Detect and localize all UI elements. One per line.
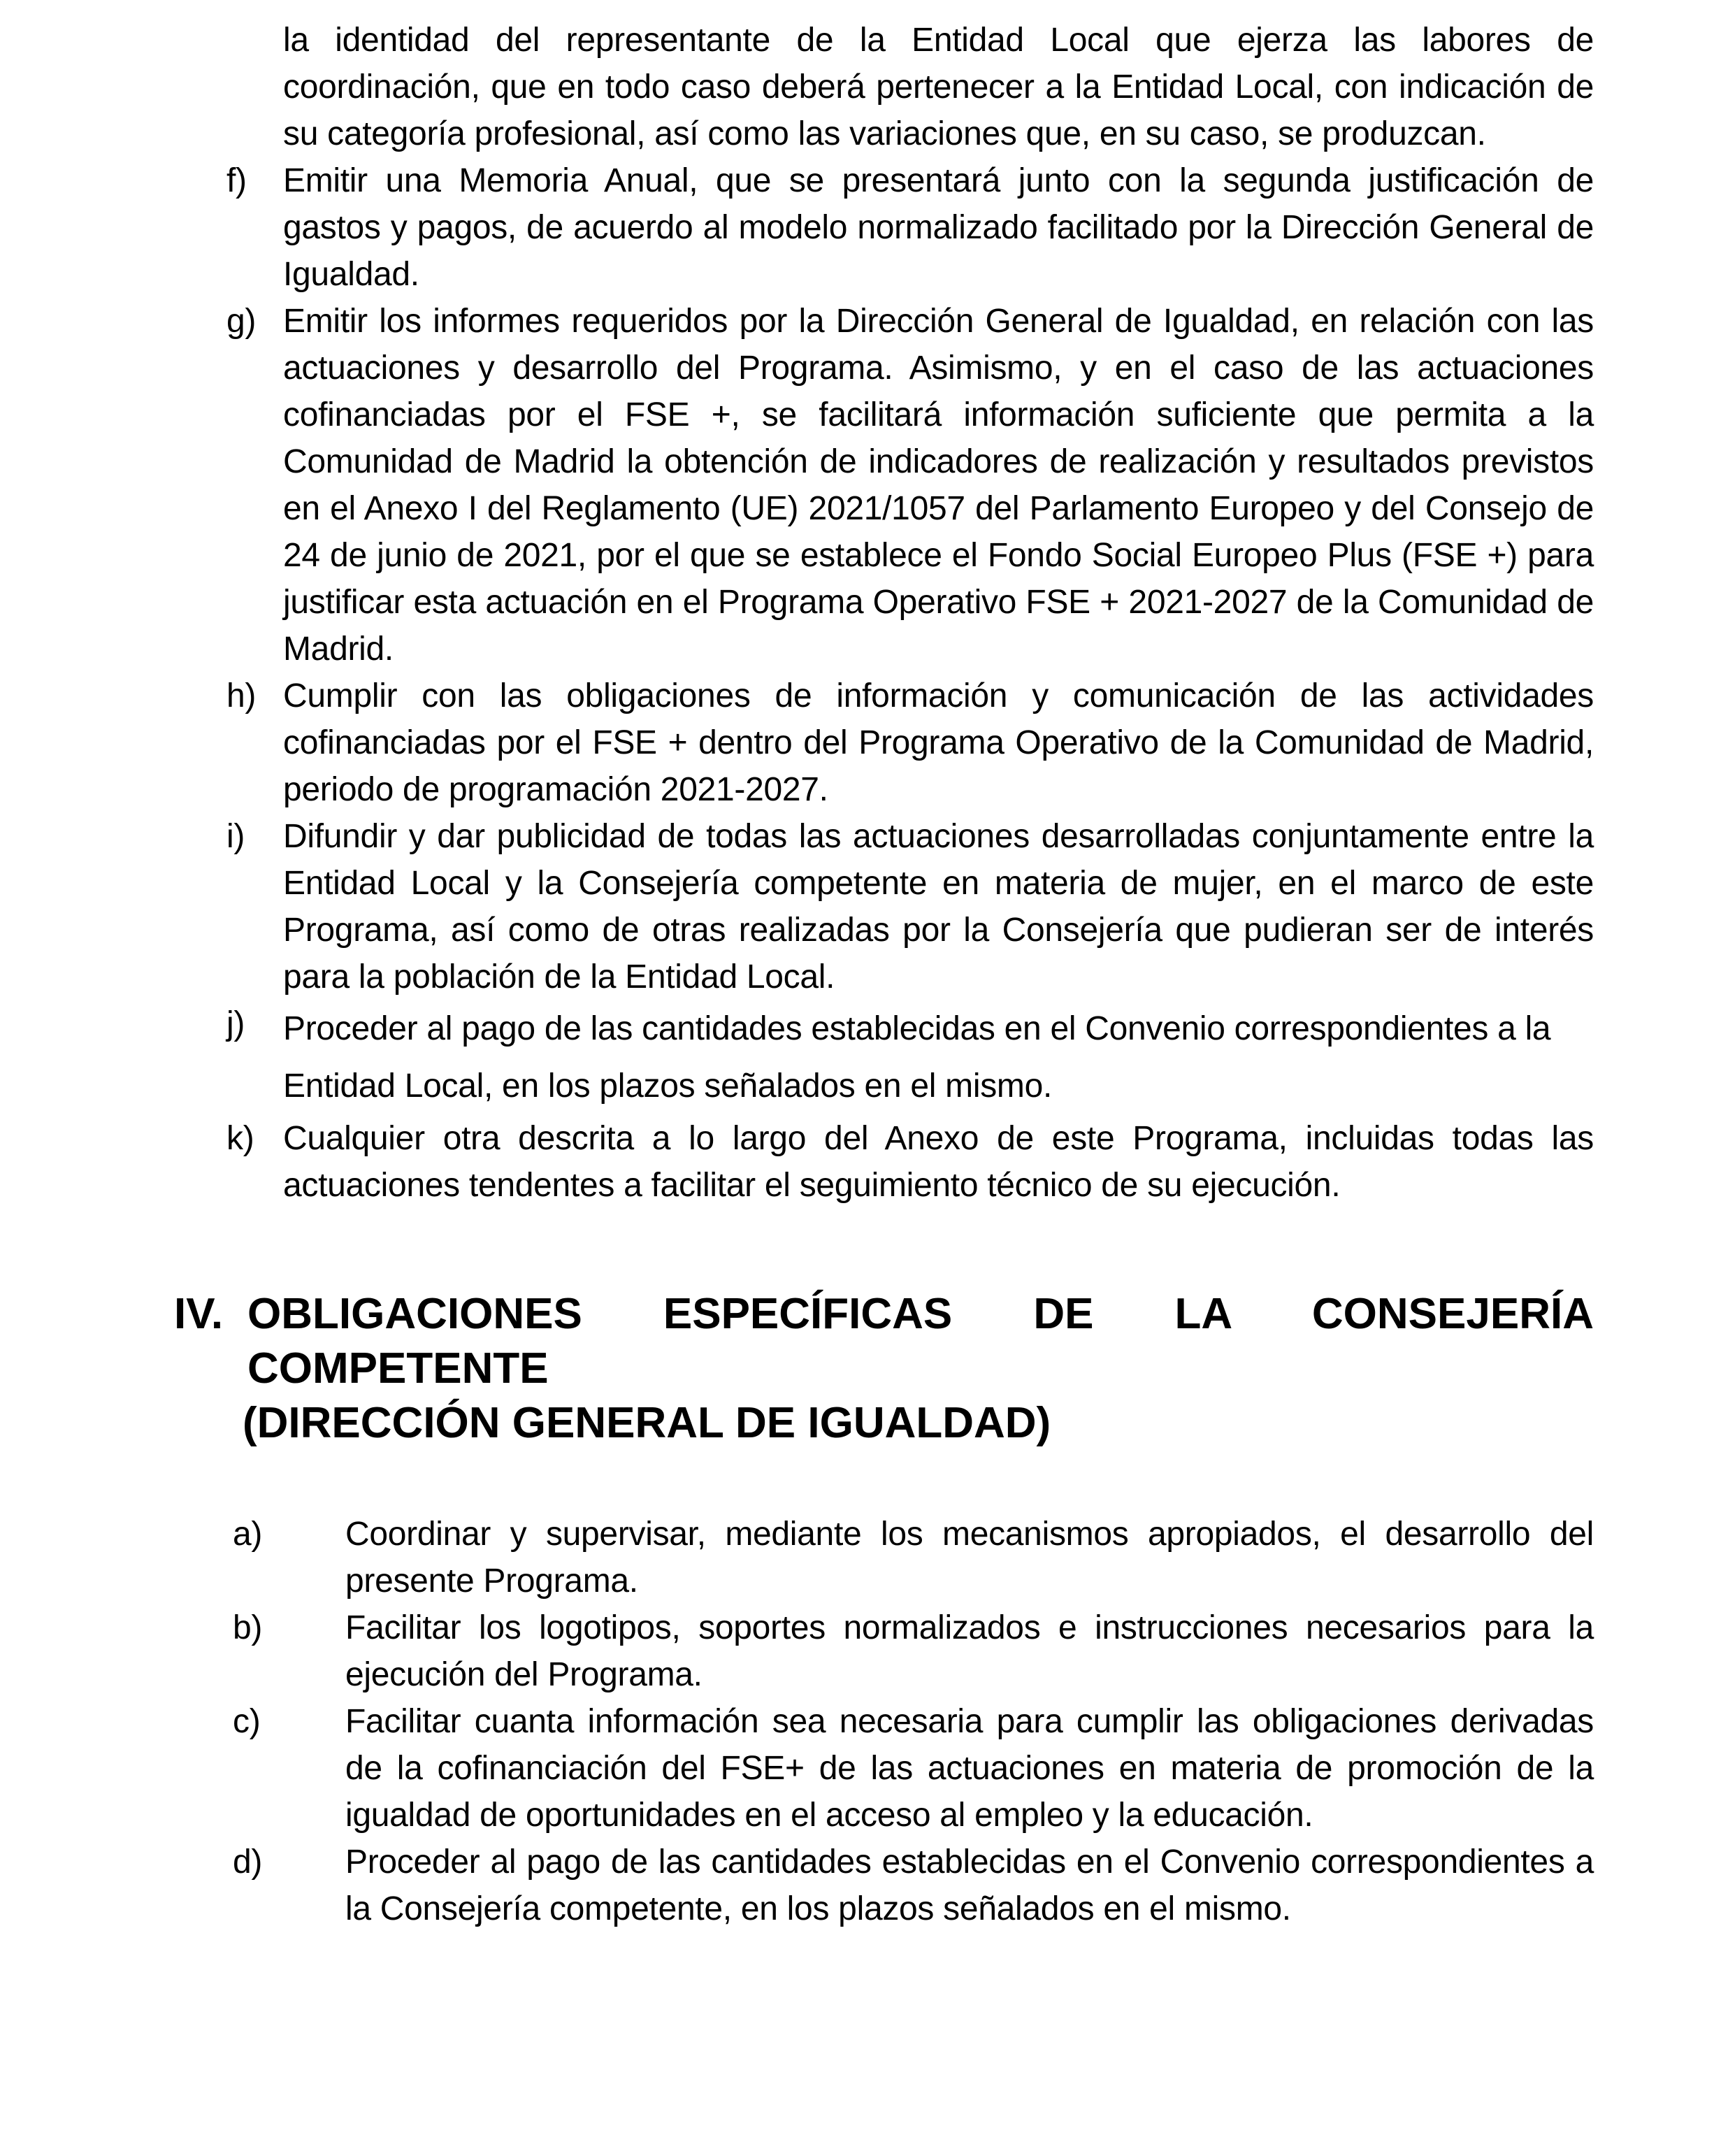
list-item-text: Cualquier otra descrita a lo largo del Anexo de este Programa, incluidas todas las actuaciones tendentes a facilitar el seguimiento técnico de su ejecución. [283, 1120, 1594, 1204]
list-item-marker: c) [233, 1703, 261, 1740]
list-item [226, 1000, 1594, 1115]
list-item [233, 1511, 1594, 1604]
list-item-marker: j) [226, 1005, 245, 1042]
list-item-text: Emitir los informes requeridos por la Dirección General de Igualdad, en relación con las actuaciones y desarrollo del Programa. Asimismo, y en el caso de las actuaciones cofinanciadas por el FSE +, se facilitará información suficiente que permita a la Comunidad de Madrid la obtención de indicadores de realización y resultados previstos en el Anexo I del Reglamento (UE) 2021/1057 del Parlamento Europeo y del Consejo de 24 de junio de 2021, por el que se establece el Fondo Social Europeo Plus (FSE +) para justificar esta actuación en el Programa Operativo FSE + 2021-2027 de la Comunidad de Madrid. [283, 303, 1594, 668]
list-item-marker: h) [226, 677, 257, 714]
obligations-list-consejeria [233, 1511, 1594, 1932]
list-item [226, 157, 1594, 298]
section-heading [174, 1287, 1594, 1451]
intro-paragraph: la identidad del representante de la Entidad Local que ejerza las labores de coordinación, que en todo caso deberá pertenecer a la Entidad Local, con indicación de su categoría profesional, así como las variaciones que, en su caso, se produzcan. [283, 22, 1594, 152]
list-item [233, 1604, 1594, 1698]
section-heading-number: IV. [174, 1290, 224, 1338]
list-item [226, 813, 1594, 1000]
list-item [226, 673, 1594, 813]
list-item-text: Proceder al pago de las cantidades establecidas en el Convenio correspondientes a la Entidad Local, en los plazos señalados en el mismo. [283, 1010, 1551, 1105]
list-item-marker: k) [226, 1120, 254, 1157]
list-item-marker: b) [233, 1609, 263, 1646]
list-item-text: Coordinar y supervisar, mediante los mecanismos apropiados, el desarrollo del presente Programa. [345, 1516, 1594, 1600]
list-item-text: Proceder al pago de las cantidades establecidas en el Convenio correspondientes a la Consejería competente, en los plazos señalados en el mismo. [345, 1844, 1594, 1927]
list-item [226, 298, 1594, 673]
list-item [226, 1115, 1594, 1209]
list-item-text: Facilitar los logotipos, soportes normalizados e instrucciones necesarios para la ejecución del Programa. [345, 1609, 1594, 1693]
list-item [233, 1698, 1594, 1839]
list-item-marker: g) [226, 303, 257, 340]
list-item-text: Difundir y dar publicidad de todas las actuaciones desarrolladas conjuntamente entre la Entidad Local y la Consejería competente en materia de mujer, en el marco de este Programa, así como de otras realizadas por la Consejería que pudieran ser de interés para la población de la Entidad Local. [283, 818, 1594, 996]
list-item-text: Emitir una Memoria Anual, que se presentará junto con la segunda justificación de gastos y pagos, de acuerdo al modelo normalizado facilitado por la Dirección General de Igualdad. [283, 162, 1594, 293]
list-item-marker: d) [233, 1844, 263, 1881]
document-content [174, 17, 1594, 1932]
section-heading-title: OBLIGACIONES ESPECÍFICAS DE LA CONSEJERÍA COMPETENTE [247, 1290, 1594, 1393]
list-item-text: Facilitar cuanta información sea necesaria para cumplir las obligaciones derivadas de la cofinanciación del FSE+ de las actuaciones en materia de promoción de la igualdad de oportunidades en el acceso al empleo y la educación. [345, 1703, 1594, 1834]
list-item-marker: a) [233, 1516, 263, 1553]
obligations-list-entidad-local [226, 157, 1594, 1209]
list-item-marker: i) [226, 818, 245, 855]
list-item-marker: f) [226, 162, 247, 199]
section-heading-subtitle: (DIRECCIÓN GENERAL DE IGUALDAD) [243, 1399, 1051, 1447]
list-item-text: Cumplir con las obligaciones de información y comunicación de las actividades cofinanciadas por el FSE + dentro del Programa Operativo de la Comunidad de Madrid, periodo de programación 2021-2027. [283, 677, 1594, 808]
list-item [233, 1839, 1594, 1932]
